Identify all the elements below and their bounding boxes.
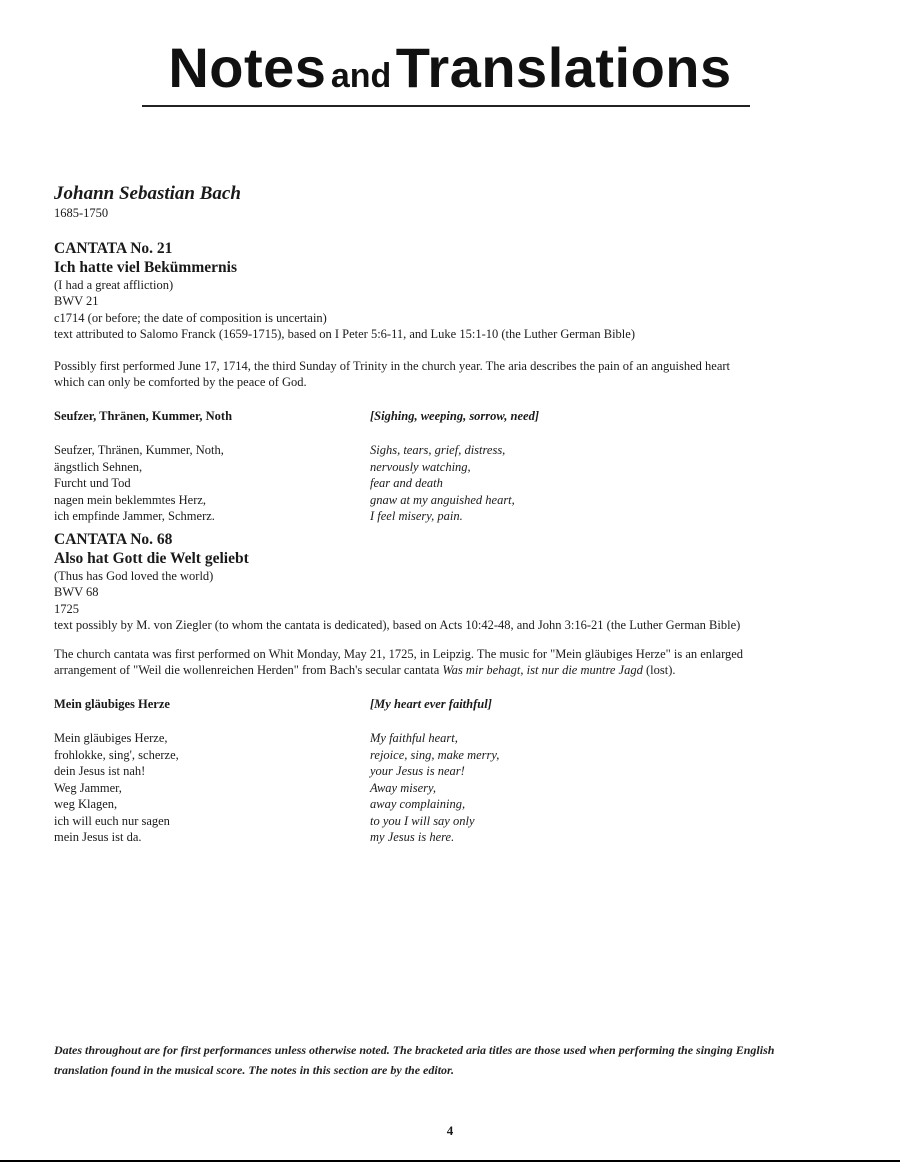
aria-title-german: Seufzer, Thränen, Kummer, Noth: [54, 408, 233, 423]
cantata-title: Also hat Gott die Welt geliebt: [54, 549, 249, 567]
cantata-date: c1714 (or before; the date of composition is uncertain): [54, 310, 327, 325]
description-line: [54, 662, 854, 679]
title-word-notes: Notes: [168, 36, 327, 99]
cantata-text-source: text attributed to Salomo Franck (1659-1715), based on I Peter 5:6-11, and Luke 15:1-10 (the Luther German Bible): [54, 327, 635, 341]
verse-line: away complaining,: [370, 797, 466, 811]
description-line: Possibly first performed June 17, 1714, the third Sunday of Trinity in the church year. The aria describes the pain of an anguished heart: [54, 358, 731, 373]
verse-line: your Jesus is near!: [370, 764, 465, 778]
verse-line: frohlokke, sing', scherze,: [54, 747, 179, 762]
verse-line: gnaw at my anguished heart,: [370, 492, 515, 507]
title-word-translations: Translations: [395, 36, 732, 99]
cantata-description: [54, 358, 854, 391]
footnote-line: translation found in the musical score. The notes in this section are by the editor.: [54, 1063, 455, 1077]
verse-german: [54, 442, 370, 525]
composer-name: Johann Sebastian Bach: [54, 183, 241, 204]
verse-line: Furcht und Tod: [54, 476, 131, 490]
aria-title-english: [Sighing, weeping, sorrow, need]: [370, 408, 540, 423]
page-title: [0, 36, 900, 99]
aria-heading: [54, 696, 854, 713]
description-text: arrangement of "Weil die wollenreichen Herden" from Bach's secular cantata: [54, 663, 443, 677]
verse-line: nervously watching,: [370, 459, 471, 474]
verse-line: nagen mein beklemmtes Herz,: [54, 492, 207, 507]
verse-line: fear and death: [370, 476, 443, 490]
verse-line: mein Jesus ist da.: [54, 830, 142, 844]
cantata-bwv: BWV 68: [54, 585, 99, 599]
cantata-number: CANTATA No. 21: [54, 239, 173, 257]
composer-years: 1685-1750: [54, 206, 109, 220]
verse-english: [370, 442, 515, 525]
verse-line: Weg Jammer,: [54, 780, 122, 795]
verse-line: rejoice, sing, make merry,: [370, 747, 500, 762]
cantata-description: [54, 646, 854, 679]
verse-line: my Jesus is here.: [370, 830, 455, 844]
description-line: which can only be comforted by the peace of God.: [54, 375, 307, 389]
aria-verse: [54, 730, 854, 846]
cantata-translation: (Thus has God loved the world): [54, 568, 214, 583]
cantata-title: Ich hatte viel Bekümmernis: [54, 258, 237, 276]
bottom-border: [0, 1160, 900, 1162]
verse-english: [370, 730, 499, 846]
verse-line: dein Jesus ist nah!: [54, 764, 146, 778]
verse-german: [54, 730, 370, 846]
cantata-number: CANTATA No. 68: [54, 530, 173, 548]
title-underline: [142, 105, 750, 107]
cantata-bwv: BWV 21: [54, 294, 99, 308]
description-text: (lost).: [642, 663, 676, 677]
verse-line: ich empfinde Jammer, Schmerz.: [54, 509, 215, 523]
main-content: [54, 183, 854, 846]
description-line: The church cantata was first performed on Whit Monday, May 21, 1725, in Leipzig. The music for "Mein gläubiges Herze" is an enlarged: [54, 646, 744, 661]
title-word-and: and: [330, 57, 392, 95]
aria-heading: [54, 408, 854, 425]
description-work-title: Was mir behagt, ist nur die muntre Jagd: [442, 663, 643, 677]
verse-line: ängstlich Sehnen,: [54, 459, 143, 474]
verse-line: Sighs, tears, grief, distress,: [370, 443, 506, 457]
verse-line: My faithful heart,: [370, 731, 458, 745]
aria-title-german: Mein gläubiges Herze: [54, 696, 170, 711]
verse-line: to you I will say only: [370, 813, 475, 828]
cantata-date: 1725: [54, 601, 79, 616]
cantata-translation: (I had a great affliction): [54, 277, 174, 292]
verse-line: ich will euch nur sagen: [54, 813, 170, 828]
verse-line: Mein gläubiges Herze,: [54, 731, 168, 745]
aria-title-english: [My heart ever faithful]: [370, 696, 492, 711]
footnote-line: Dates throughout are for first performances unless otherwise noted. The bracketed aria titles are those used when performing the singing English: [54, 1043, 775, 1057]
verse-line: weg Klagen,: [54, 797, 118, 811]
verse-line: I feel misery, pain.: [370, 509, 463, 523]
verse-line: Away misery,: [370, 780, 436, 795]
editor-footnote: [54, 1040, 854, 1080]
cantata-text-source: text possibly by M. von Ziegler (to whom the cantata is dedicated), based on Acts 10:42-48, and John 3:16-21 (the Luther German Bible): [54, 618, 741, 632]
aria-verse: [54, 442, 854, 525]
page-number: 4: [446, 1123, 454, 1138]
verse-line: Seufzer, Thränen, Kummer, Noth,: [54, 443, 224, 457]
